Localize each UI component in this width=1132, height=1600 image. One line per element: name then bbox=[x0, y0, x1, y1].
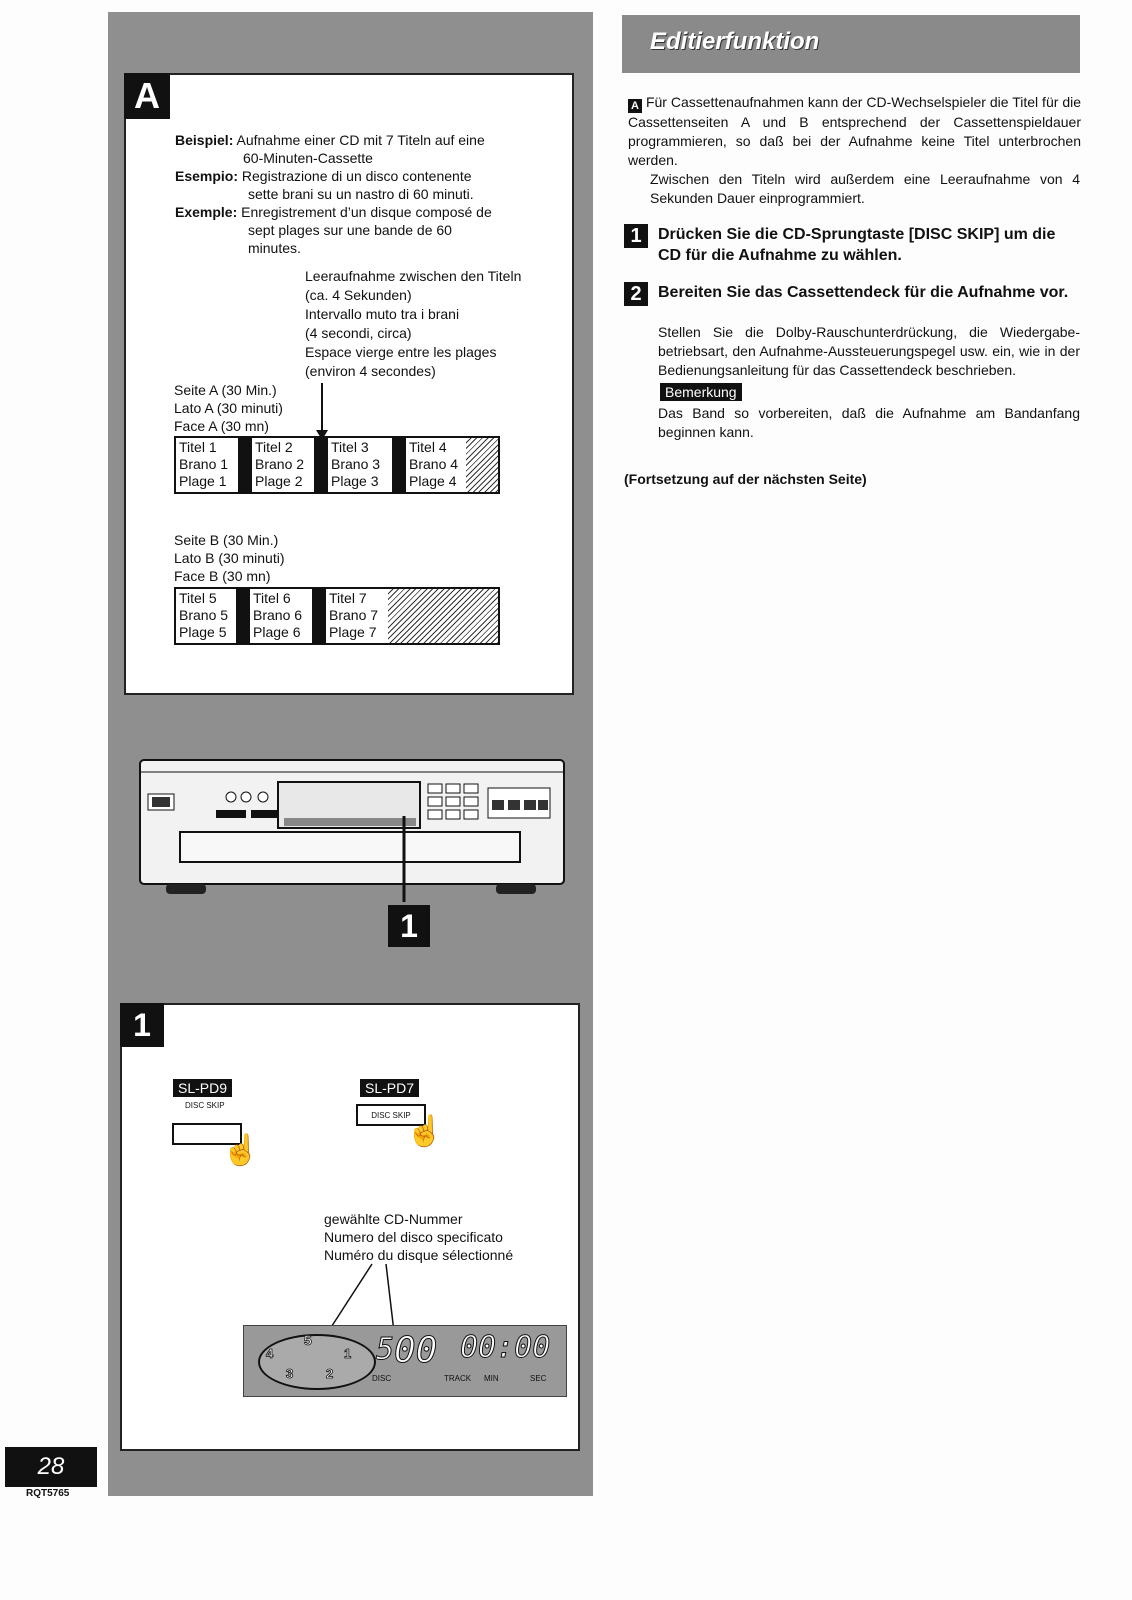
example-text-fr-3: minutes. bbox=[248, 240, 301, 256]
intro-badge: A bbox=[628, 99, 642, 113]
track-cell: Titel 2 Brano 2 Plage 2 bbox=[255, 439, 305, 489]
example-label-fr: Exemple: bbox=[175, 204, 238, 220]
document-code: RQT5765 bbox=[26, 1488, 70, 1499]
display-caption bbox=[324, 1210, 513, 1264]
caption-line: Numéro du disque sélectionné bbox=[324, 1247, 514, 1263]
example-label-de: Beispiel: bbox=[175, 132, 234, 148]
side-b-line: Seite B (30 Min.) bbox=[174, 532, 279, 548]
example-text-de: Aufnahme einer CD mit 7 Titeln auf eine bbox=[236, 132, 485, 148]
gap-note-line: Espace vierge entre les plages bbox=[305, 344, 497, 360]
example-text-fr-2: sept plages sur une bande de 60 bbox=[248, 222, 452, 238]
gap-note-line: (ca. 4 Sekunden) bbox=[305, 287, 412, 303]
intro-text-2: Zwischen den Titeln wird außerdem eine Leeraufnahme von 4 Sekunden Dauer einprogrammiert. bbox=[650, 171, 1080, 206]
remark-text: Das Band so vorbereiten, daß die Aufnahme am Bandanfang beginnen kann. bbox=[658, 405, 1080, 440]
carousel-disc: 3 bbox=[286, 1366, 294, 1381]
device-callout: 1 bbox=[388, 905, 430, 947]
disc-label: DISC bbox=[372, 1374, 392, 1383]
gap-note bbox=[305, 267, 555, 381]
track-cell: Titel 7 Brano 7 Plage 7 bbox=[329, 590, 379, 640]
tape-gap bbox=[314, 438, 328, 492]
side-a-line: Face A (30 mn) bbox=[174, 418, 269, 434]
intro-text bbox=[628, 93, 1081, 170]
track-cell: Titel 3 Brano 3 Plage 3 bbox=[331, 439, 381, 489]
tape-gap bbox=[392, 438, 406, 492]
disc-number-digit: 5 bbox=[376, 1332, 395, 1367]
track-cell: Titel 6 Brano 6 Plage 6 bbox=[253, 590, 303, 640]
panel-1-badge: 1 bbox=[120, 1003, 164, 1047]
caption-line: Numero del disco specificato bbox=[324, 1229, 503, 1245]
step-2-title: Bereiten Sie das Cassettendeck für die Aufnahme vor. bbox=[658, 284, 1069, 301]
side-b-label bbox=[174, 531, 285, 585]
model-label-pd9 bbox=[173, 1080, 232, 1098]
time-digits: 00:00 bbox=[460, 1330, 551, 1365]
track-digits: 00 bbox=[394, 1330, 438, 1371]
page-title: Editierfunktion bbox=[650, 28, 820, 55]
panel-a-badge: A bbox=[124, 73, 170, 119]
step-2-badge: 2 bbox=[624, 282, 648, 306]
side-a-label bbox=[174, 381, 283, 435]
model-badge: SL-PD7 bbox=[360, 1079, 419, 1097]
caption-line: gewählte CD-Nummer bbox=[324, 1211, 463, 1227]
tape-side-b bbox=[174, 587, 500, 645]
example-text-it-2: sette brani su un nastro di 60 minuti. bbox=[248, 186, 474, 202]
page-number: 28 bbox=[5, 1447, 97, 1487]
tape-side-a bbox=[174, 436, 500, 494]
finger-pointer-icon: ☝ bbox=[406, 1115, 444, 1148]
model-label-pd7 bbox=[360, 1080, 419, 1098]
carousel-disc: 4 bbox=[266, 1346, 274, 1361]
cd-changer-illustration bbox=[136, 752, 568, 902]
side-b-line: Lato B (30 minuti) bbox=[174, 550, 285, 566]
example-text-de-2: 60-Minuten-Cassette bbox=[243, 150, 373, 166]
model-badge: SL-PD9 bbox=[173, 1079, 232, 1097]
carousel-disc: 1 bbox=[344, 1346, 352, 1361]
step-1-badge: 1 bbox=[624, 224, 648, 248]
tape-gap bbox=[312, 589, 326, 643]
gap-arrow bbox=[321, 383, 323, 433]
track-cell: Titel 5 Brano 5 Plage 5 bbox=[179, 590, 229, 640]
track-cell: Titel 1 Brano 1 Plage 1 bbox=[179, 439, 229, 489]
gap-note-line: (environ 4 secondes) bbox=[305, 363, 436, 379]
track-label: TRACK bbox=[444, 1374, 472, 1383]
side-b-line: Face B (30 mn) bbox=[174, 568, 271, 584]
gap-note-line: (4 secondi, circa) bbox=[305, 325, 412, 341]
disc-carousel bbox=[258, 1334, 376, 1390]
intro-paragraph: Für Cassettenaufnahmen kann der CD-Wechselspieler die Titel für die Cassettenseiten A und B entsprechend der Cassettenspieldauer programmieren, so daß bei der Aufnahme keine Titel unterbrochen werden. bbox=[628, 94, 1082, 168]
finger-pointer-icon: ☝ bbox=[222, 1134, 260, 1167]
sec-label: SEC bbox=[530, 1374, 547, 1383]
step-2-body: Stellen Sie die Dolby-Rauschunterdrückung, die Wiedergabe-betriebsart, den Aufnahme-Aussteuerungspegel usw. ein, wie in der Bedienungsanleitung für das Cassettendeck beschrieben. bbox=[658, 324, 1080, 378]
carousel-disc-selected: 5 bbox=[304, 1332, 312, 1348]
disc-skip-label-pd9: DISC SKIP bbox=[185, 1101, 225, 1110]
example-list bbox=[175, 131, 535, 257]
side-a-line: Seite A (30 Min.) bbox=[174, 382, 277, 398]
gap-note-line: Intervallo muto tra i brani bbox=[305, 306, 460, 322]
tape-blank bbox=[388, 589, 498, 643]
example-label-it: Esempio: bbox=[175, 168, 239, 184]
step-1-title: Drücken Sie die CD-Sprungtaste [DISC SKIP] um die CD für die Aufnahme zu wählen. bbox=[658, 226, 1056, 264]
side-a-line: Lato A (30 minuti) bbox=[174, 400, 283, 416]
remark-label: Bemerkung bbox=[660, 383, 742, 401]
example-text-fr: Enregistrement d’un disque composé de bbox=[241, 204, 492, 220]
min-label: MIN bbox=[484, 1374, 499, 1383]
carousel-disc: 2 bbox=[326, 1366, 334, 1381]
tape-gap bbox=[238, 438, 252, 492]
example-text-it: Registrazione di un disco contenente bbox=[241, 168, 472, 184]
remark-heading bbox=[660, 383, 742, 402]
gap-note-line: Leeraufnahme zwischen den Titeln bbox=[305, 268, 522, 284]
disc-skip-label-pd7: DISC SKIP bbox=[371, 1110, 411, 1120]
tape-blank bbox=[466, 438, 498, 492]
tape-gap bbox=[236, 589, 250, 643]
continued-note: (Fortsetzung auf der nächsten Seite) bbox=[624, 471, 867, 487]
track-cell: Titel 4 Brano 4 Plage 4 bbox=[409, 439, 459, 489]
lcd-display bbox=[243, 1325, 567, 1397]
